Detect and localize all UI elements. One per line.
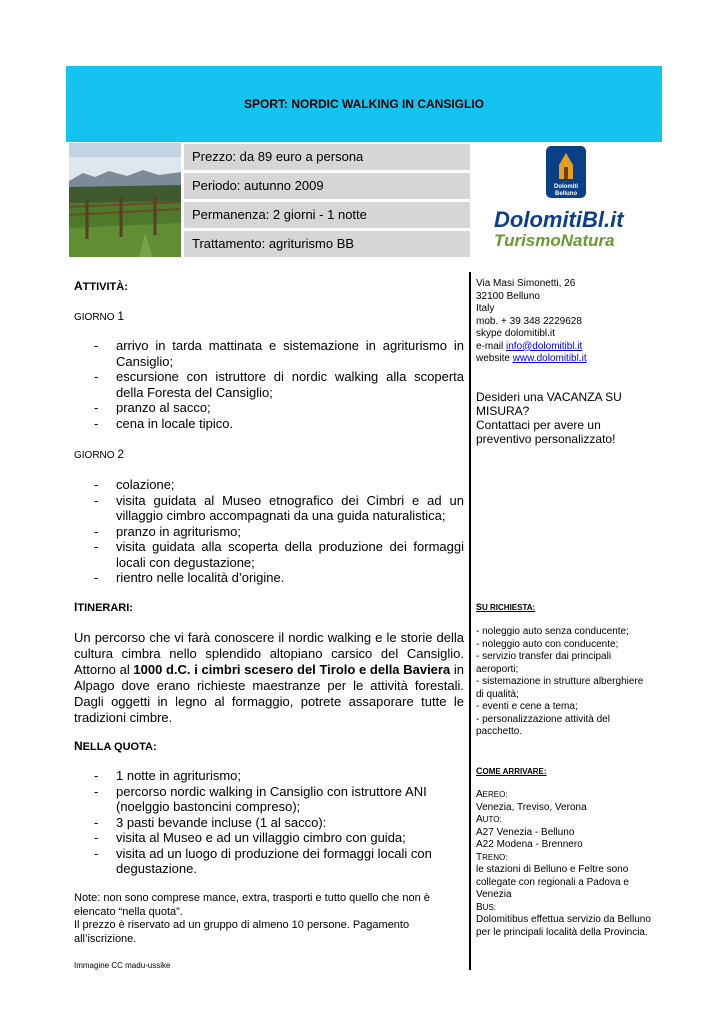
info-period: Periodo: autunno 2009	[184, 173, 470, 199]
email-link[interactable]: info@dolomitibl.it	[506, 340, 583, 352]
list-item: - pranzo al sacco;	[74, 400, 464, 416]
landscape-photo	[69, 143, 181, 257]
website-link[interactable]: www.dolomitibl.it	[512, 353, 587, 364]
list-item: - rientro nelle località d’origine.	[74, 570, 464, 586]
itineraries-text: Un percorso che vi farà conoscere il nordic walking e le storie della cultura cimbra nello splendido altopiano carsico del Cansiglio. Attorno al 1000 d.C. i cimbri scesero del Tirolo e della Baviera in Alpago dove erano richieste maestranze per le attività forestali. Dagli oggetti in legno al formaggio, potrete assaporare tutte le tradizioni cimbre.	[74, 630, 464, 725]
car-info: A22 Modena - Brennero	[476, 839, 583, 850]
cta-line: Desideri una VACANZA SU MISURA?	[476, 390, 622, 418]
activities-heading: ATTIVITÀ:	[74, 279, 128, 293]
list-item: - noleggio auto con conducente;	[476, 638, 619, 650]
list-item: - 1 notte in agriturismo;	[74, 768, 464, 784]
list-item: - pranzo in agriturismo;	[74, 524, 464, 540]
bus-info: Dolomitibus effettua servizio da Belluno per le principali località della Provincia.	[476, 914, 651, 938]
how-to-arrive-details	[476, 789, 651, 939]
train-info: le stazioni di Belluno e Feltre sono collegate con regionali a Padova e Venezia	[476, 864, 629, 900]
country: Italy	[476, 303, 495, 314]
note-line: Il prezzo è riservato ad un gruppo di almeno 10 persone. Pagamento all’iscrizione.	[74, 919, 410, 945]
day2-list	[74, 477, 464, 586]
notes	[74, 892, 464, 946]
mobile: mob. + 39 348 2229628	[476, 315, 582, 327]
car-label: AUTO:	[476, 814, 502, 825]
page-title: SPORT: NORDIC WALKING IN CANSIGLIO	[244, 97, 484, 111]
list-item: - noleggio auto senza conducente;	[476, 626, 629, 637]
list-item: - visita guidata al Museo etnografico dei Cimbri e ad un villaggio cimbro accompagnati da una guida naturalistica;	[74, 493, 464, 524]
info-price: Prezzo: da 89 euro a persona	[184, 144, 470, 170]
day1-label: GIORNO 1	[74, 309, 125, 323]
list-item: - sistemazione in strutture alberghiere di qualità;	[476, 676, 644, 700]
bus-label: BUS:	[476, 901, 497, 913]
on-request-list	[476, 626, 651, 739]
car-info: A27 Venezia - Belluno	[476, 826, 575, 838]
brand-top: DolomitiBl.it	[494, 207, 624, 232]
list-item: - escursione con istruttore di nordic walking alla scoperta della Foresta del Cansiglio;	[74, 369, 464, 400]
address-line: 32100 Belluno	[476, 290, 540, 302]
on-request-heading: SU RICHIESTA:	[476, 602, 536, 612]
included-heading: NELLA QUOTA:	[74, 739, 157, 753]
contact-block	[476, 278, 651, 366]
info-duration: Permanenza: 2 giorni - 1 notte	[184, 202, 470, 228]
list-item: - servizio transfer dai principali aeroporti;	[476, 651, 612, 675]
dolomiti-belluno-logo	[545, 145, 587, 199]
list-item: - percorso nordic walking in Cansiglio con istruttore ANI (noelggio bastoncini compreso);	[74, 784, 464, 815]
plane-label: AEREO:	[476, 789, 508, 800]
itineraries-heading: ITINERARI:	[74, 600, 133, 614]
how-to-arrive-heading: COME ARRIVARE:	[476, 766, 547, 776]
skype: skype dolomitibl.it	[476, 328, 555, 339]
list-item: - personalizzazione attività del pacchetto.	[476, 713, 610, 737]
brand-bottom: TurismoNatura	[494, 231, 615, 250]
address-line: Via Masi Simonetti, 26	[476, 278, 576, 289]
cta-line: Contattaci per avere un preventivo personalizzato!	[476, 418, 616, 446]
custom-vacation-cta	[476, 390, 651, 446]
list-item: - arrivo in tarda mattinata e sistemazione in agriturismo in Cansiglio;	[74, 338, 464, 369]
image-credit: Immagine CC madu-ussike	[74, 961, 171, 970]
list-item: - visita al Museo e ad un villaggio cimbro con guida;	[74, 830, 464, 846]
included-list	[74, 768, 464, 877]
day2-label: GIORNO 2	[74, 447, 125, 461]
dolomitibl-brand-logo	[492, 205, 637, 250]
note-line: Note: non sono comprese mance, extra, trasporti e tutto quello che non è elencato “nella quota”.	[74, 892, 430, 918]
title-banner	[66, 66, 662, 142]
list-item: - visita ad un luogo di produzione dei formaggi locali con degustazione.	[74, 846, 464, 877]
list-item: - 3 pasti bevande incluse (1 al sacco):	[74, 815, 464, 831]
website-row: website www.dolomitibl.it	[476, 353, 587, 364]
list-item: - colazione;	[74, 477, 464, 493]
plane-info: Venezia, Treviso, Verona	[476, 801, 587, 813]
email-row: e-mail info@dolomitibl.it	[476, 340, 583, 352]
list-item: - eventi e cene a tema;	[476, 701, 578, 712]
day1-list	[74, 338, 464, 431]
list-item: - cena in locale tipico.	[74, 416, 464, 432]
train-label: TRENO:	[476, 851, 508, 863]
list-item: - visita guidata alla scoperta della produzione dei formaggi locali con degustazione;	[74, 539, 464, 570]
badge-line2: Belluno	[555, 191, 577, 197]
column-divider	[469, 272, 471, 970]
badge-line1: Dolomiti	[554, 184, 578, 190]
info-treatment: Trattamento: agriturismo BB	[184, 231, 470, 257]
